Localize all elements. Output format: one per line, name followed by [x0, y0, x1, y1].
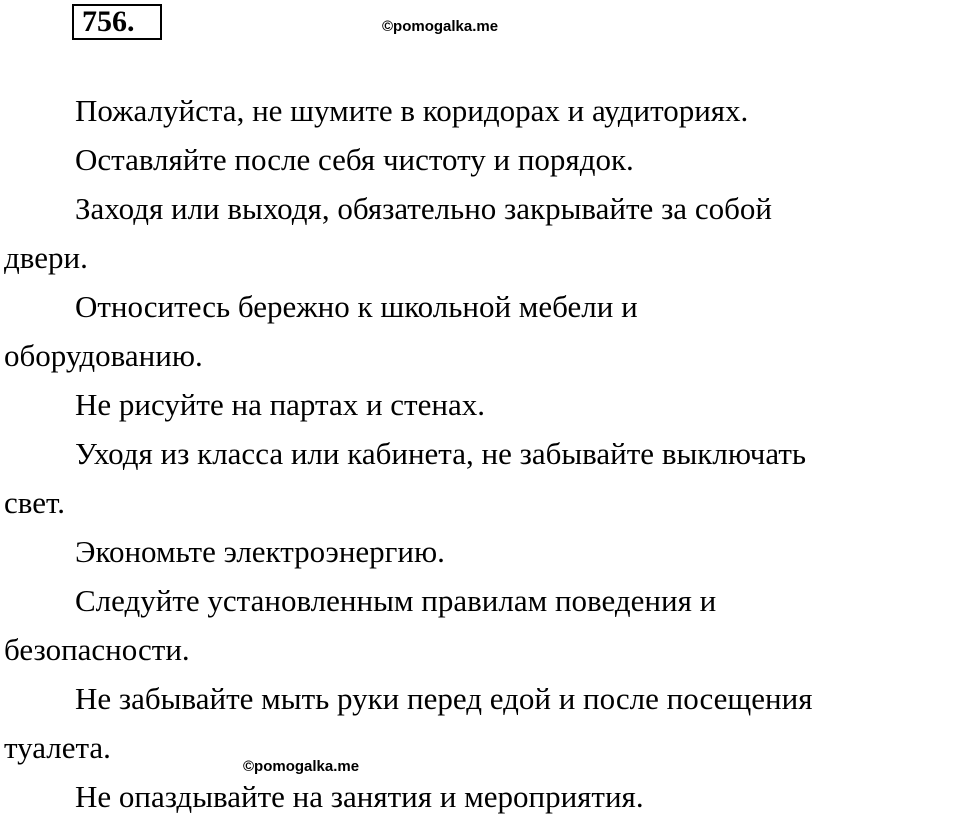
text-line: безопасности.: [4, 632, 190, 667]
text-line: Не забывайте мыть руки перед едой и после посещения: [75, 681, 813, 716]
text-line: Заходя или выходя, обязательно закрывайте за собой: [75, 191, 772, 226]
text-line: Пожалуйста, не шумите в коридорах и аудиториях.: [75, 93, 749, 128]
text-line: Относитесь бережно к школьной мебели и: [75, 289, 638, 324]
watermark-top: ©pomogalka.me: [382, 18, 499, 35]
text-line: двери.: [4, 240, 88, 275]
text-line: туалета.: [4, 730, 111, 765]
text-line: Следуйте установленным правилам поведения и: [75, 583, 717, 618]
text-line: Уходя из класса или кабинета, не забывайте выключать: [75, 436, 807, 471]
text-line: Экономьте электроэнергию.: [75, 534, 445, 569]
text-line: Не опаздывайте на занятия и мероприятия.: [75, 779, 644, 814]
text-line: оборудованию.: [4, 338, 203, 373]
text-line: свет.: [4, 485, 65, 520]
text-line: Не рисуйте на партах и стенах.: [75, 387, 485, 422]
exercise-number: 756.: [72, 4, 162, 40]
watermark-bottom: ©pomogalka.me: [243, 758, 360, 775]
text-line: Оставляйте после себя чистоту и порядок.: [75, 142, 634, 177]
